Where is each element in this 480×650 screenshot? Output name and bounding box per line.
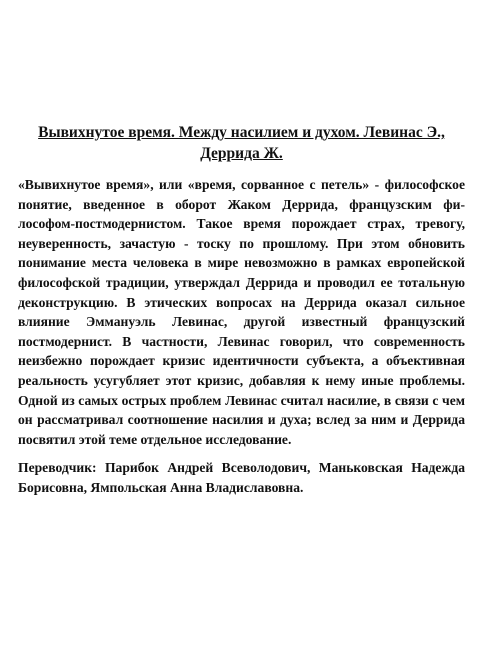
translators-paragraph: Переводчик: Парибок Андрей Всеволодович, Маньковская Надежда Борисовна, Ямпольская Анна Владиславовна. — [18, 460, 465, 495]
document-body-paragraph: «Вывихнутое время», или «время, сорванное с петель» - философское понятие, введенное в оборот Жаком Деррида, французским фи-лософом-постмодернистом. Такое время порождает страх, тревогу, неуверенность, зачастую - тоску по прошлому. При этом обновить понимание места человека в мире невозможно в рамках европейской философской традиции, утверждал Деррида и проводил ее тотальную деконструкцию. В этических вопросах на Деррида оказал сильное влияние Эммануэль Левинас, другой известный французский постмодернист. В частности, Левинас говорил, что современность неизбежно порождает кризис идентичности субъекта, а объективная реальность усугубляет этот кризис, добавляя к нему иные проблемы. Одной из самых острых проблем Левинас считал насилие, в связи с чем он рассматривал соотношение насилия и духа; вслед за ним и Деррида посвятил этой теме отдельное исследование. — [18, 177, 465, 447]
document-title: Вывихнутое время. Между насилием и духом. Левинас Э., Деррида Ж. — [38, 124, 445, 162]
document-page — [18, 122, 465, 498]
